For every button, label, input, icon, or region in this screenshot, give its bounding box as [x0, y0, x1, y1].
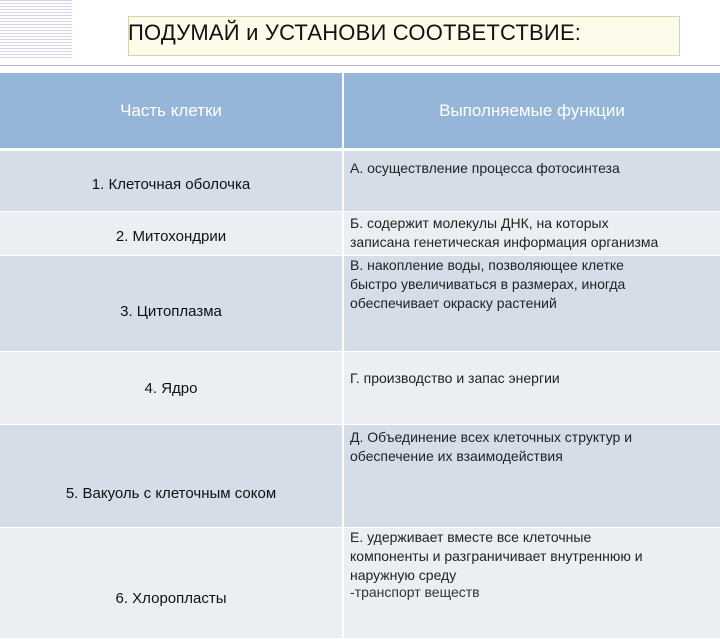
cell-function — [343, 256, 720, 352]
function-line: Е. удерживает вместе все клеточные — [350, 529, 592, 545]
function-line: компоненты и разграничивает внутреннюю и — [350, 548, 643, 564]
function-line: А. осуществление процесса фотосинтеза — [350, 160, 620, 176]
slide-title: ПОДУМАЙ и УСТАНОВИ СООТВЕТСТВИЕ: — [128, 20, 582, 45]
decorative-divider — [0, 65, 720, 66]
cell-function — [343, 150, 720, 212]
decorative-stripes — [0, 0, 72, 58]
function-line: обеспечивает окраску растений — [350, 295, 557, 311]
function-line: обеспечение их взаимодействия — [350, 448, 563, 464]
function-line: Б. содержит молекулы ДНК, на которых — [350, 215, 609, 231]
function-line: В. накопление воды, позволяющее клетке — [350, 257, 624, 273]
cell-part: 2. Митохондрии — [0, 212, 343, 256]
function-line: записана генетическая информация организма — [350, 234, 659, 250]
function-line: Г. производство и запас энергии — [350, 370, 560, 386]
cell-function — [343, 528, 720, 639]
cell-function — [343, 425, 720, 528]
header-cell-function: Выполняемые функции — [343, 73, 720, 150]
cell-function — [343, 352, 720, 425]
cell-function — [343, 212, 720, 256]
header-cell-part: Часть клетки — [0, 73, 343, 150]
function-line-cut: -транспорт веществ — [350, 584, 480, 600]
table-row — [0, 212, 720, 256]
function-line: Д. Объединение всех клеточных структур и — [350, 429, 633, 445]
table-row — [0, 528, 720, 639]
table-row — [0, 150, 720, 212]
function-line: наружную среду — [350, 567, 457, 583]
table-row — [0, 256, 720, 352]
table-row — [0, 352, 720, 425]
function-line: быстро увеличиваться в размерах, иногда — [350, 276, 626, 292]
table-row — [0, 425, 720, 528]
header-row — [0, 73, 720, 150]
cell-part: 6. Хлоропласты — [0, 528, 343, 639]
cell-part: 4. Ядро — [0, 352, 343, 425]
cell-part: 3. Цитоплазма — [0, 256, 343, 352]
matching-table — [0, 73, 720, 639]
cell-part: 1. Клеточная оболочка — [0, 150, 343, 212]
cell-part: 5. Вакуоль с клеточным соком — [0, 425, 343, 528]
